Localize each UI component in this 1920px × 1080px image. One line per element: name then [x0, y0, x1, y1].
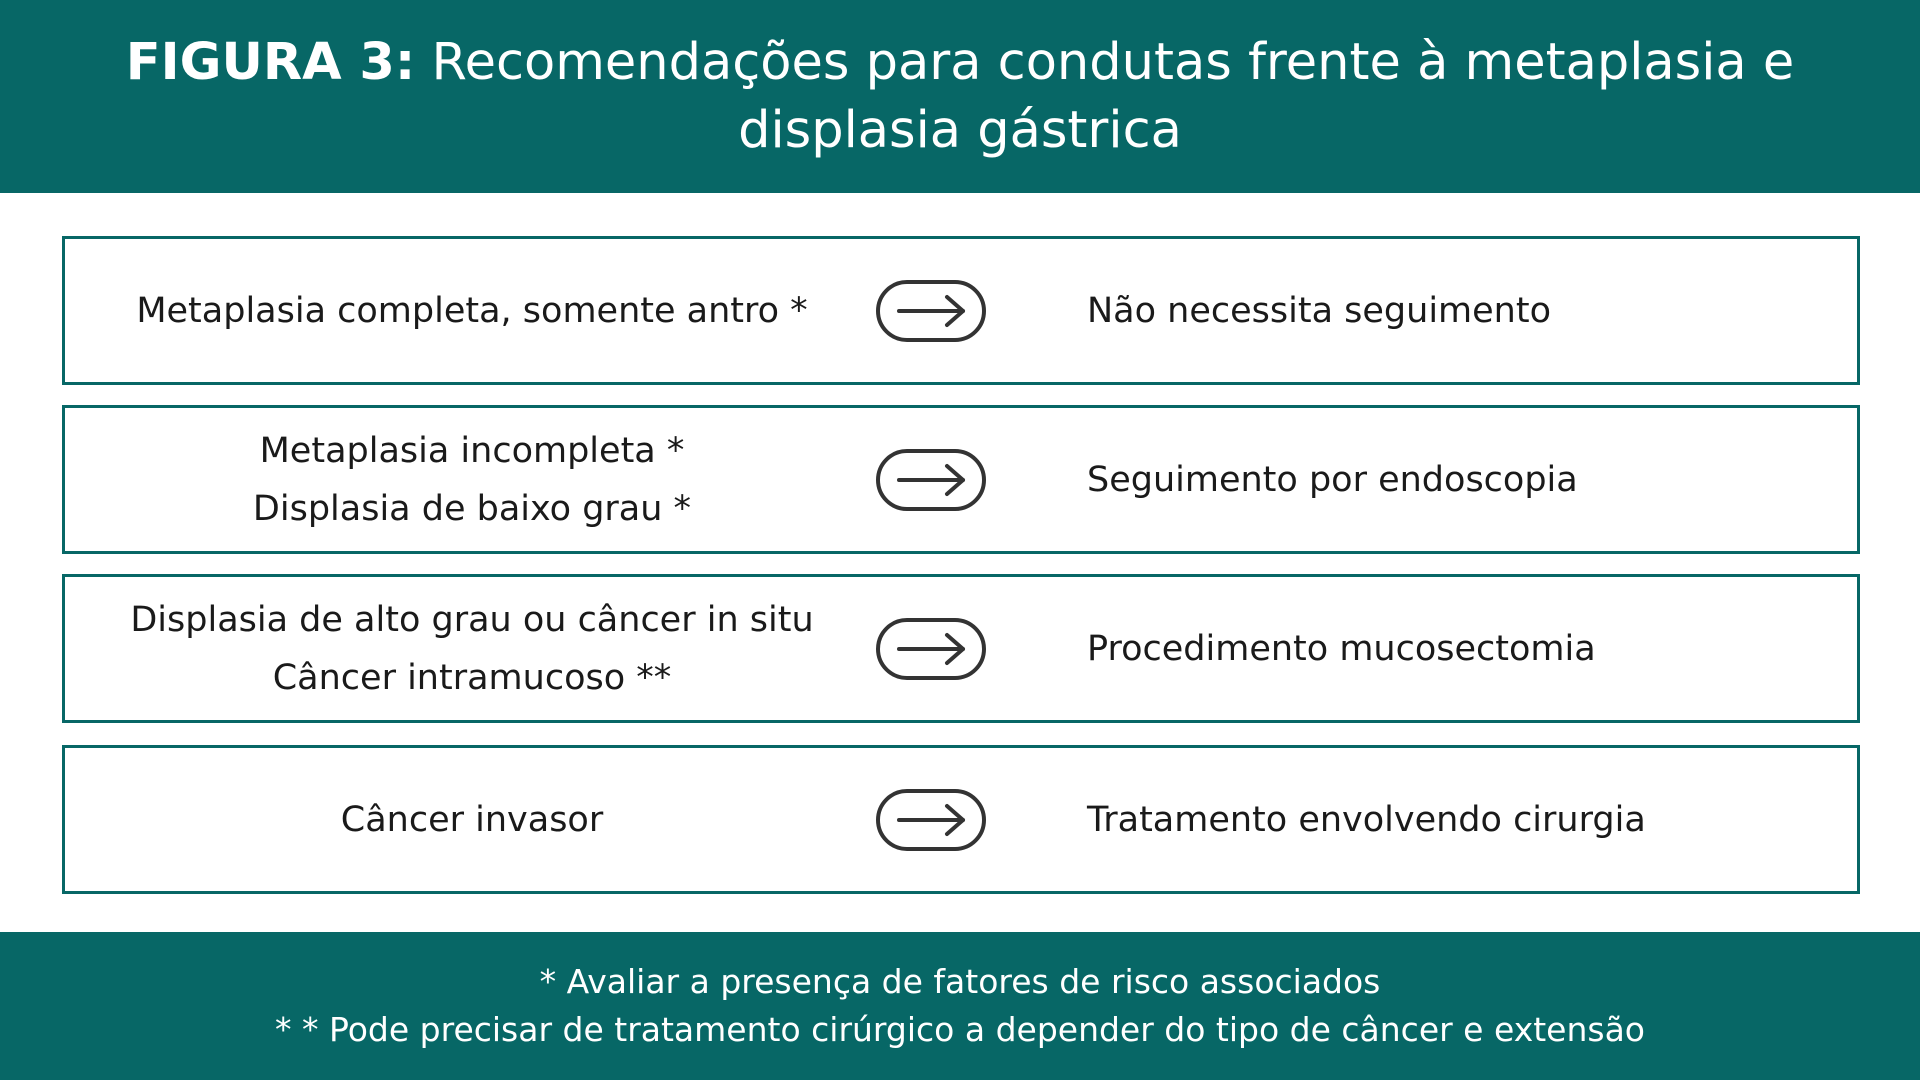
condition-text: Câncer invasor	[340, 799, 604, 840]
arrow-right-icon	[875, 448, 987, 512]
header-banner	[0, 0, 1920, 193]
footnote: * Avaliar a presença de fatores de risco associados	[539, 962, 1381, 1001]
action-text: Procedimento mucosectomia	[1087, 628, 1596, 669]
recommendation-row	[62, 405, 1860, 554]
action-text: Seguimento por endoscopia	[1087, 459, 1578, 500]
figure-title	[110, 29, 1810, 165]
condition-text: Metaplasia incompleta *	[259, 430, 685, 471]
arrow-right-icon	[875, 279, 987, 343]
footnotes-banner	[0, 932, 1920, 1080]
figure-title-text: Recomendações para condutas frente à metaplasia e displasia gástrica	[431, 32, 1795, 160]
condition-text: Displasia de alto grau ou câncer in situ	[130, 599, 814, 640]
condition-cell	[65, 239, 879, 382]
condition-text: Câncer intramucoso **	[272, 657, 672, 698]
recommendation-list	[62, 236, 1860, 914]
arrow-right-icon	[875, 617, 987, 681]
condition-text: Displasia de baixo grau *	[252, 488, 692, 529]
recommendation-row	[62, 574, 1860, 723]
action-text: Tratamento envolvendo cirurgia	[1087, 799, 1646, 840]
action-text: Não necessita seguimento	[1087, 290, 1551, 331]
condition-cell	[65, 748, 879, 891]
recommendation-row	[62, 745, 1860, 894]
condition-cell	[65, 408, 879, 551]
recommendation-row	[62, 236, 1860, 385]
figure-title-prefix: FIGURA 3:	[125, 32, 416, 92]
condition-cell	[65, 577, 879, 720]
arrow-right-icon	[875, 788, 987, 852]
condition-text: Metaplasia completa, somente antro *	[136, 290, 808, 331]
footnote: * * Pode precisar de tratamento cirúrgico a depender do tipo de câncer e extensão	[275, 1010, 1645, 1049]
